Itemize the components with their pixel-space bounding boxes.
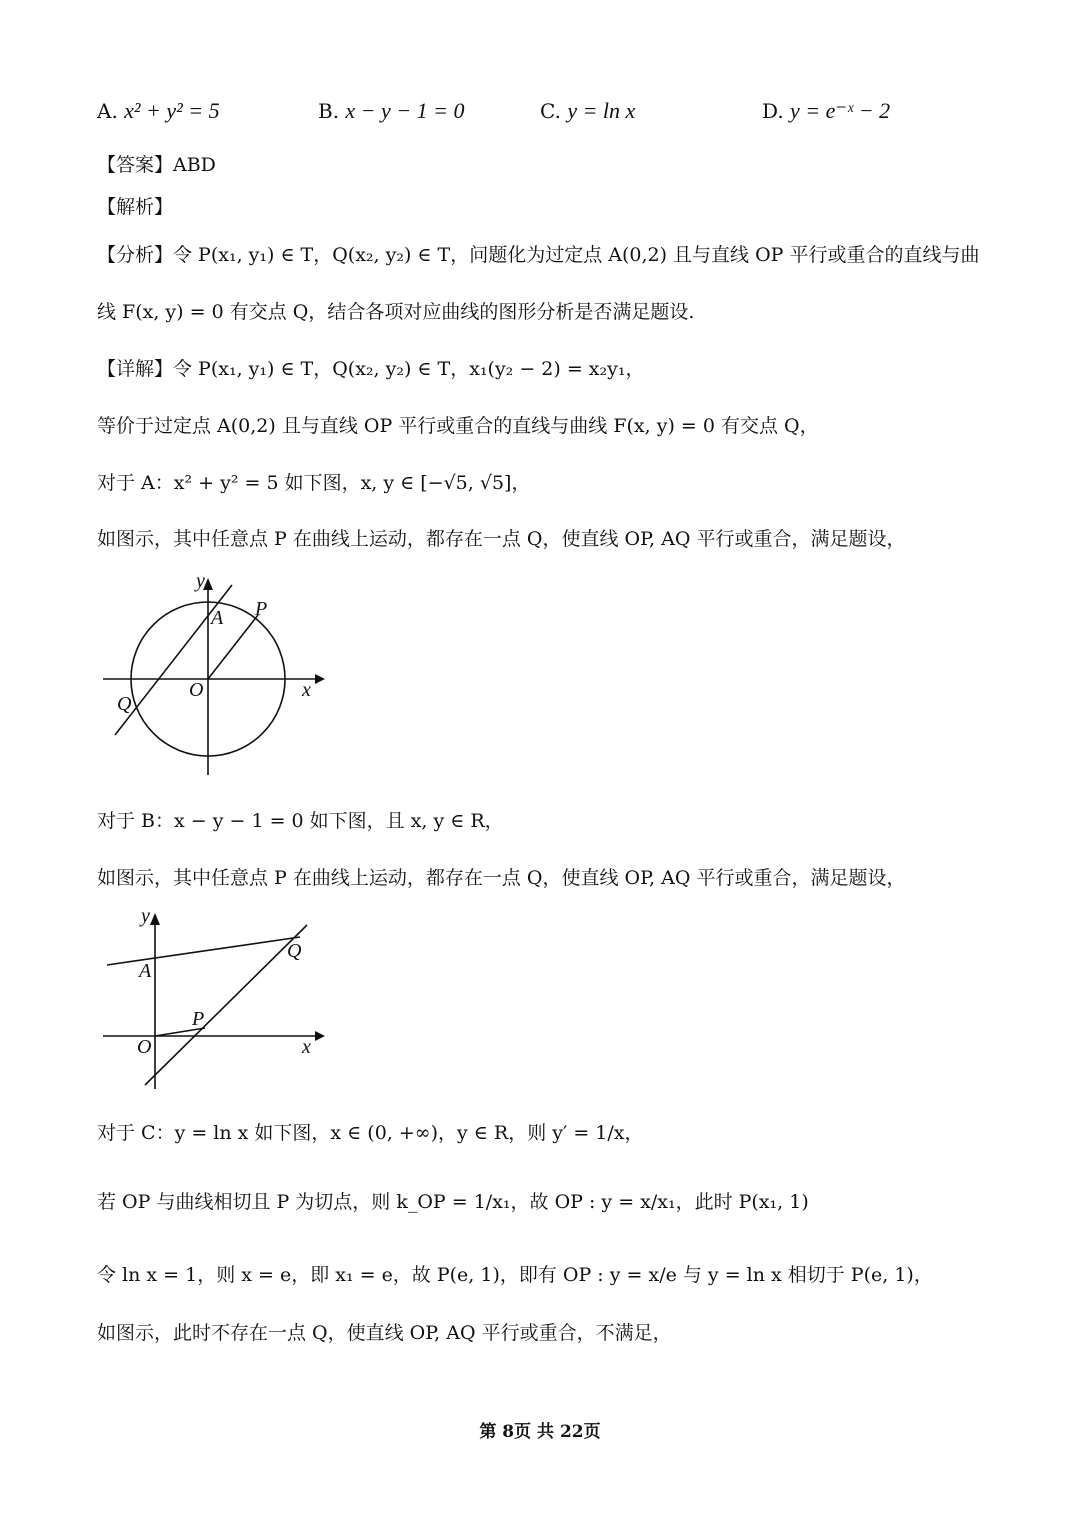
answer-line: 【答案】ABD (97, 154, 216, 176)
fig2-label-a: A (139, 960, 152, 982)
fig2-label-q: Q (287, 940, 302, 962)
fig1-label-q: Q (117, 693, 132, 715)
text-line-2: 线 F(x, y) = 0 有交点 Q，结合各项对应曲线的图形分析是否满足题设. (97, 301, 695, 323)
fig2-x-arrow (315, 1031, 325, 1041)
fig1-label-a: A (211, 607, 224, 629)
option-d-expr: y = e⁻ˣ − 2 (790, 98, 891, 123)
text-line-1: 【分析】令 P(x₁, y₁) ∈ T，Q(x₂, y₂) ∈ T，问题化为过定点 A(0,2) 且与直线 OP 平行或重合的直线与曲 (97, 244, 980, 266)
text-line-3: 【详解】令 P(x₁, y₁) ∈ T，Q(x₂, y₂) ∈ T，x₁(y₂ − 2) = x₂y₁， (97, 358, 645, 380)
figure-lines (95, 905, 335, 1095)
fig1-x-arrow (315, 674, 325, 684)
text-line-9: 对于 C：y = ln x 如下图，x ∈ (0, +∞)，y ∈ R，则 y′ = 1/x， (97, 1122, 644, 1144)
option-d-letter: D. (762, 99, 784, 123)
option-d (762, 98, 890, 124)
option-a-expr: x² + y² = 5 (124, 98, 220, 123)
fig2-label-p: P (192, 1008, 205, 1030)
text-line-10: 若 OP 与曲线相切且 P 为切点，则 k_OP = 1/x₁，故 OP : y = x/x₁，此时 P(x₁, 1) (97, 1191, 809, 1213)
option-b-expr: x − y − 1 = 0 (345, 98, 465, 123)
text-line-5: 对于 A：x² + y² = 5 如下图，x, y ∈ [−√5, √5]， (97, 472, 531, 494)
text-line-6: 如图示，其中任意点 P 在曲线上运动，都存在一点 Q，使直线 OP, AQ 平行或重合，满足题设， (97, 528, 906, 550)
text-line-11: 令 ln x = 1，则 x = e，即 x₁ = e，故 P(e, 1)，即有 OP : y = x/e 与 y = ln x 相切于 P(e, 1)， (97, 1264, 933, 1286)
fig2-y-arrow (150, 913, 160, 925)
option-c-expr: y = ln x (567, 98, 636, 123)
fig1-label-o: O (189, 679, 204, 701)
option-c-letter: C. (540, 99, 561, 123)
text-line-7: 对于 B：x − y − 1 = 0 如下图，且 x, y ∈ R， (97, 810, 504, 832)
option-a-letter: A. (97, 99, 118, 123)
text-line-12: 如图示，此时不存在一点 Q，使直线 OP, AQ 平行或重合，不满足， (97, 1322, 672, 1344)
fig2-label-y: y (141, 905, 150, 927)
option-b (318, 98, 465, 124)
fig2-label-x: x (302, 1036, 311, 1058)
fig2-line-xy1 (145, 925, 307, 1085)
page-footer: 第 8页 共 22页 (479, 1422, 601, 1442)
text-line-4: 等价于过定点 A(0,2) 且与直线 OP 平行或重合的直线与曲线 F(x, y) = 0 有交点 Q， (97, 415, 819, 437)
fig1-label-x: x (302, 679, 311, 701)
option-b-letter: B. (318, 99, 340, 123)
option-a (97, 98, 220, 124)
fig2-label-o: O (137, 1036, 152, 1058)
figure-circle (95, 570, 335, 780)
fig1-label-p: P (255, 598, 268, 620)
analysis-header: 【解析】 (97, 196, 174, 218)
fig1-label-y: y (196, 570, 205, 592)
text-line-8: 如图示，其中任意点 P 在曲线上运动，都存在一点 Q，使直线 OP, AQ 平行或重合，满足题设， (97, 867, 906, 889)
option-c (540, 98, 635, 124)
